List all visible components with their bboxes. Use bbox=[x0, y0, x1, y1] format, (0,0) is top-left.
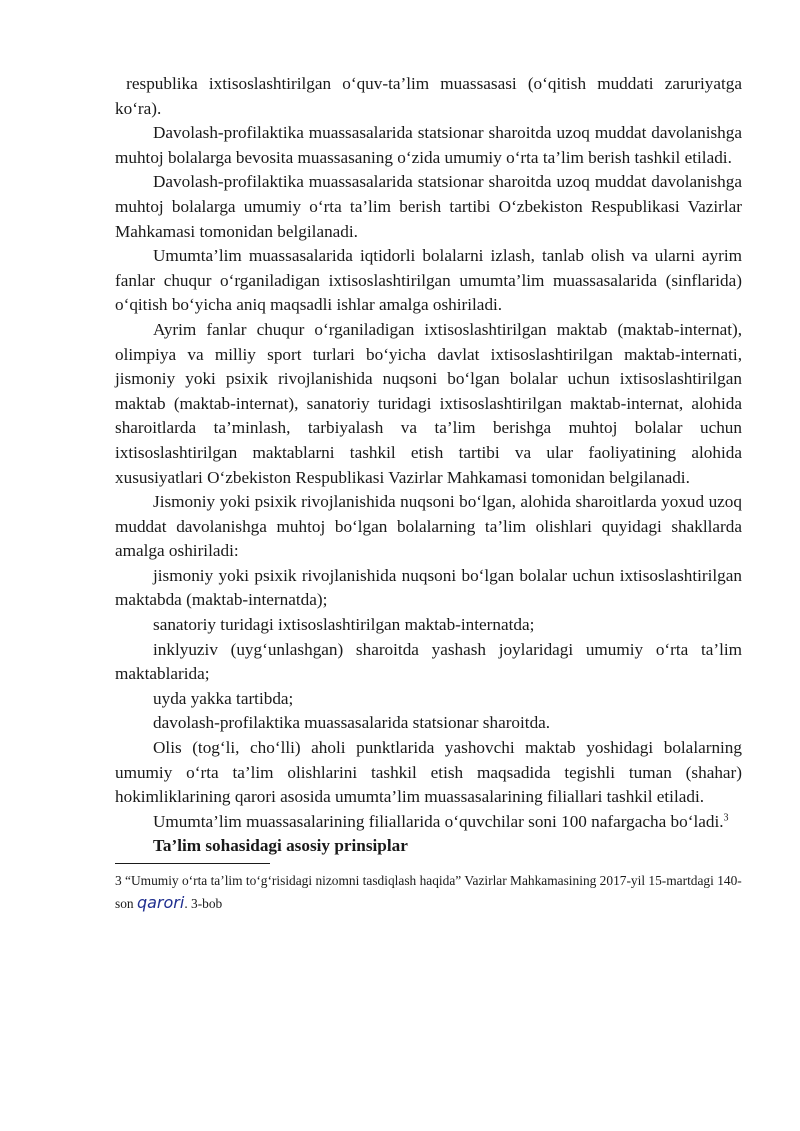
footnote-text: “Umumiy o‘rta ta’lim to‘g‘risidagi nizomni tasdiqlash haqida” Vazirlar Mahkamasining 2017-yil 15-martdagi 140-son bbox=[115, 873, 742, 911]
paragraph-6: Jismoniy yoki psixik rivojlanishida nuqsoni bo‘lgan, alohida sharoitlarda yoxud uzoq muddat davolanishga muhtoj bo‘lgan bolalarning ta’lim olishlari quyidagi shakllarda amalga oshiriladi: bbox=[115, 492, 742, 561]
paragraph-3: Davolash-profilaktika muassasalarida statsionar sharoitda uzoq muddat davolanishga muhtoj bolalarga umumiy o‘rta ta’lim berish tartibi O‘zbekiston Respublikasi Vazirlar Mahkamasi tomonidan belgilanadi. bbox=[115, 172, 742, 241]
list-item-2: sanatoriy turidagi ixtisoslashtirilgan maktab-internatda; bbox=[153, 615, 535, 635]
paragraph-2: Davolash-profilaktika muassasalarida statsionar sharoitda uzoq muddat davolanishga muhtoj bolalarga bevosita muassasaning o‘zida umumiy o‘rta ta’lim berish tashkil etiladi. bbox=[115, 123, 742, 167]
paragraph-8-text: Umumta’lim muassasalarining filiallarida o‘quvchilar soni 100 nafargacha bo‘ladi. bbox=[153, 811, 724, 831]
document-page bbox=[115, 72, 742, 915]
list-item-5: davolash-profilaktika muassasalarida statsionar sharoitda. bbox=[153, 713, 551, 733]
paragraph-5: Ayrim fanlar chuqur o‘rganiladigan ixtisoslashtirilgan maktab (maktab-internat), olimpiya va milliy sport turlari bo‘yicha davlat ixtisoslashtirilgan maktab-internati, jismoniy yoki psixik rivojlanishida nuqsoni bo‘lgan bolalar uchun ixtisoslashtirilgan maktab (maktab-internat), sanatoriy turidagi ixtisoslashtirilgan maktab-internat, alohida sharoitlarda ta’minlash, tarbiyalash va ta’lim berishga muhtoj bolalar uchun ixtisoslashtirilgan maktablarni tashkil etish tartibi va ular faoliyatining alohida xususiyatlari O‘zbekiston Respublikasi Vazirlar Mahkamasi tomonidan belgilanadi. bbox=[115, 319, 742, 487]
paragraph-1: respublika ixtisoslashtirilgan o‘quv-ta’lim muassasasi (o‘qitish muddati zaruriyatga ko‘ra). bbox=[115, 74, 742, 118]
list-item-3: inklyuziv (uyg‘unlashgan) sharoitda yashash joylaridagi umumiy o‘rta ta’lim maktablarida; bbox=[115, 639, 742, 684]
footnote-text-end: . 3-bob bbox=[184, 896, 223, 911]
footnote-ref[interactable]: 3 bbox=[723, 812, 729, 824]
footnote-link[interactable]: qarori bbox=[136, 893, 185, 912]
paragraph-7: Olis (tog‘li, cho‘lli) aholi punktlarida yashovchi maktab yoshidagi bolalarning umumiy o‘rta ta’lim olishlarini tashkil etish maqsadida tegishli tuman (shahar) hokimliklarining qarori asosida umumta’lim muassasalarining filiallari tashkil etiladi. bbox=[115, 738, 742, 807]
footnote-number: 3 bbox=[115, 873, 122, 888]
footnote bbox=[115, 870, 742, 915]
paragraph-4: Umumta’lim muassasalarida iqtidorli bolalarni izlash, tanlab olish va ularni ayrim fanlar chuqur o‘rganiladigan ixtisoslashtirilgan umumta’lim muassasalarida (sinflarida) o‘qitish bo‘yicha aniq maqsadli ishlar amalga oshiriladi. bbox=[115, 246, 742, 315]
section-heading: Ta’lim sohasidagi asosiy prinsiplar bbox=[153, 836, 408, 856]
paragraph-8 bbox=[115, 810, 742, 835]
footnote-divider bbox=[115, 863, 270, 864]
list-item-4: uyda yakka tartibda; bbox=[153, 688, 294, 708]
list-item-1: jismoniy yoki psixik rivojlanishida nuqsoni bo‘lgan bolalar uchun ixtisoslashtirilgan maktabda (maktab-internatda); bbox=[115, 565, 742, 610]
